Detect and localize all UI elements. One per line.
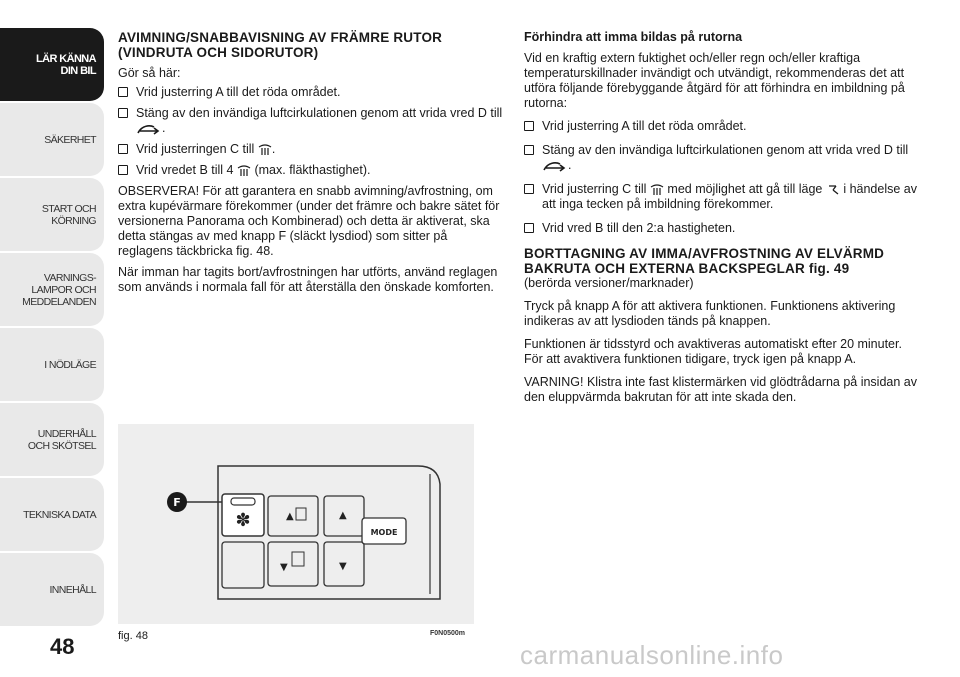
tab-varningslampor[interactable] [0, 253, 104, 326]
list-item: Stäng av den invändiga luftcirkulationen genom att vrida vred D till . [524, 143, 924, 173]
rear-paragraph-3: VARNING! Klistra inte fast klistermärken vid glödtrådarna på insidan av den eluppvärmda bakrutan för att inte skada den. [524, 375, 917, 404]
windscreen-defrost-icon [237, 165, 251, 177]
tab-innehall[interactable] [0, 553, 104, 626]
control-panel-illustration [118, 424, 474, 624]
figure-code: F0N0500m [430, 630, 466, 637]
checkbox-bullet-icon [524, 145, 534, 155]
rear-defrost-heading: BORTTAGNING AV IMMA/AVFROSTNING AV ELVÄRMD BAKRUTA OCH EXTERNA BACKSPEGLAR fig. 49 [524, 246, 885, 276]
checkbox-bullet-icon [118, 87, 128, 97]
checkbox-bullet-icon [118, 108, 128, 118]
watermark: carmanualsonline.info [520, 640, 784, 670]
defrost-steps [118, 85, 503, 178]
tab-tekniska-data[interactable] [0, 478, 104, 551]
prevent-heading: Förhindra att imma bildas på rutorna [524, 30, 743, 44]
svg-text:▲: ▲ [286, 511, 294, 522]
tab-label: SÄKERHET [44, 133, 96, 146]
after-text: När imman har tagits bort/avfrostningen har utförts, använd reglagen som används i normala fall för att återställa den önskade komforten. [118, 265, 498, 294]
intro-text: Gör så här: [118, 66, 181, 80]
tab-i-nodlage[interactable] [0, 328, 104, 401]
windscreen-air-icon [542, 160, 568, 172]
tab-label: START OCH KÖRNING [41, 202, 96, 227]
rear-paragraph-1: Tryck på knapp A för att aktivera funktionen. Funktionens aktivering indikeras av att lysdioden tänds på knappen. [524, 299, 896, 328]
prevent-text: Vid en kraftig extern fuktighet och/eller regn och/eller kraftiga temperaturskillnader invändigt och utvändigt, rekommenderas det att utföra följande förebyggande åtgärd för att förhindra en imbildning på rutorna: [524, 51, 905, 110]
feet-windscreen-icon [826, 184, 840, 196]
prevent-steps [524, 119, 924, 236]
tab-sakerhet[interactable] [0, 103, 104, 176]
tab-lar-kanna-din-bil[interactable] [0, 28, 104, 101]
checkbox-bullet-icon [524, 223, 534, 233]
tab-underhall-och-skotsel[interactable] [0, 403, 104, 476]
checkbox-bullet-icon [118, 165, 128, 175]
svg-text:✽: ✽ [235, 510, 251, 531]
section-heading: AVIMNING/SNABBAVISNING AV FRÄMRE RUTOR (VINDRUTA OCH SIDORUTOR) [118, 30, 443, 60]
list-item: Vrid vredet B till 4 (max. fläkthastighet). [118, 163, 503, 178]
tab-label: INNEHÅLL [49, 583, 96, 596]
figure-caption: fig. 48 [118, 630, 148, 642]
chapter-tabs [0, 28, 104, 628]
windscreen-defrost-icon [258, 144, 272, 156]
svg-text:▲: ▲ [339, 510, 347, 521]
svg-text:▼: ▼ [339, 561, 347, 572]
list-item: Vrid justerringen C till . [118, 142, 503, 157]
tab-label: LÄR KÄNNA DIN BIL [36, 52, 96, 77]
tab-start-och-korning[interactable] [0, 178, 104, 251]
windscreen-air-icon [136, 123, 162, 135]
svg-text:▼: ▼ [280, 562, 288, 573]
callout-f-label: F [173, 496, 181, 509]
tab-label: TEKNISKA DATA [23, 508, 96, 521]
checkbox-bullet-icon [524, 184, 534, 194]
list-item: Vrid justerring C till med möjlighet att gå till läge i händelse av att inga tecken på imbildning förekommer. [524, 182, 924, 212]
windscreen-defrost-icon [650, 184, 664, 196]
list-item: Stäng av den invändiga luftcirkulationen genom att vrida vred D till . [118, 106, 503, 136]
tab-label: I NÖDLÄGE [44, 358, 96, 371]
checkbox-bullet-icon [524, 121, 534, 131]
left-column [118, 30, 503, 295]
list-item: Vrid justerring A till det röda området. [524, 119, 924, 134]
checkbox-bullet-icon [118, 144, 128, 154]
list-item: Vrid vred B till den 2:a hastigheten. [524, 221, 924, 236]
figure-48-control-panel [118, 424, 474, 624]
mode-label: MODE [370, 528, 398, 537]
rear-defrost-subtext: (berörda versioner/marknader) [524, 276, 694, 290]
tab-label: VARNINGS- LAMPOR OCH MEDDELANDEN [22, 271, 96, 308]
observe-text: OBSERVERA! För att garantera en snabb avimning/avfrostning, om extra kupévärmare förekommer (under det främre och bakre sätet för versionerna Panorama och Kombinerad) och detta är aktiverat, ska detta stängas av med knapp F (släckt lysdiod) som sitter på reglagens täckbricka fig. 48. [118, 184, 500, 258]
right-column [524, 30, 924, 405]
tab-label: UNDERHÅLL OCH SKÖTSEL [27, 427, 96, 452]
list-item: Vrid justerring A till det röda området. [118, 85, 503, 100]
rear-paragraph-2: Funktionen är tidsstyrd och avaktiveras automatiskt efter 20 minuter. För att avaktivera funktionen tidigare, tryck igen på knapp A. [524, 337, 902, 366]
page-number: 48 [50, 634, 75, 659]
